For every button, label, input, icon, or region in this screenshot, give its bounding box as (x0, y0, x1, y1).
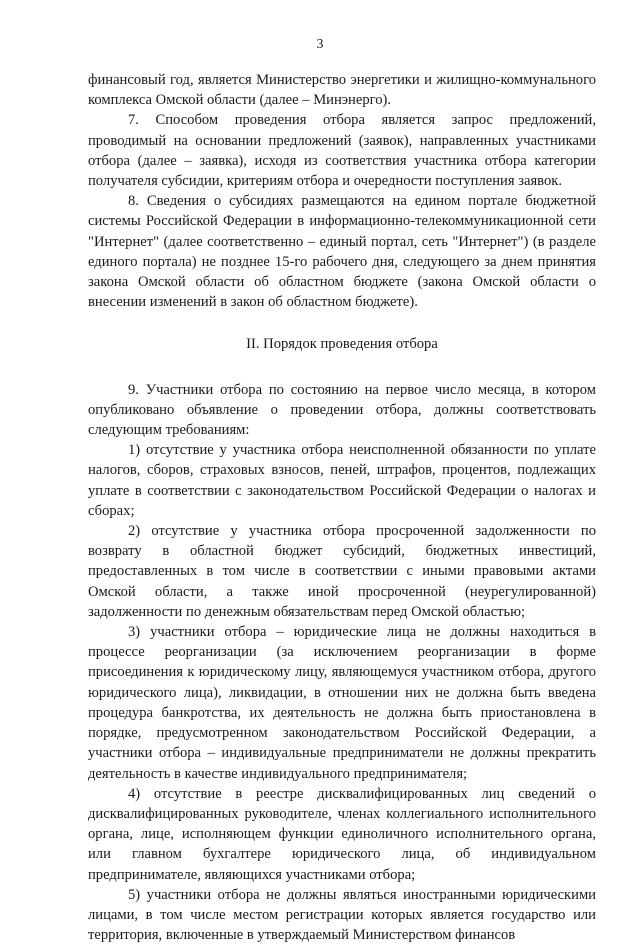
requirement-5: 5) участники отбора не должны являться иностранными юридическими лицами, в том числе местом регистрации которых является государство или территория, включенные в утверждаемый Министерством финансов (88, 886, 596, 944)
section-heading: II. Порядок проведения отбора (246, 336, 438, 353)
paragraph-7: 7. Способом проведения отбора является запрос предложений, проводимый на основании предложений (заявок), направленных участниками отбора (далее – заявка), исходя из соответствия участника отбора категории получателя субсидии, критериям отбора и очередности поступления заявок. (88, 112, 596, 190)
requirement-4: 4) отсутствие в реестре дисквалифицированных лиц сведений о дисквалифицированных руководителе, членах коллегиального исполнительного органа, лице, исполняющем функции единоличного исполнительного органа, или главном бухгалтере юридического лица, об индивидуальном предпринимателе, являющихся участниками отбора; (88, 785, 596, 883)
paragraph-8: 8. Сведения о субсидиях размещаются на едином портале бюджетной системы Российской Федерации в информационно-телекоммуникационной сети "Интернет" (далее соответственно – единый портал, сеть "Интернет") (в разделе единого портала) не позднее 15-го рабочего дня, следующего за днем принятия закона Омской области об областном бюджете (закона Омской области о внесении изменений в закон об областном бюджете). (88, 193, 596, 311)
page-number: 3 (316, 37, 324, 52)
paragraph-9: 9. Участники отбора по состоянию на первое число месяца, в котором опубликовано объявление о проведении отбора, должны соответствовать следующим требованиям: (88, 381, 596, 439)
document-body (88, 70, 596, 945)
requirement-1: 1) отсутствие у участника отбора неисполненной обязанности по уплате налогов, сборов, страховых взносов, пеней, штрафов, процентов, подлежащих уплате в соответствии с законодательством Российской Федерации о налогах и сборах; (88, 442, 596, 519)
requirement-3: 3) участники отбора – юридические лица не должны находиться в процессе реорганизации (за исключением реорганизации в форме присоединения к юридическому лицу, являющемуся участником отбора, другого юридического лица), ликвидации, в отношении них не должна быть введена процедура банкротства, их деятельность не должна быть приостановлена в порядке, предусмотренном законодательством Российской Федерации, а участники отбора – индивидуальные предприниматели не должны прекратить деятельность в качестве индивидуального предпринимателя; (88, 624, 596, 782)
requirement-2: 2) отсутствие у участника отбора просроченной задолженности по возврату в областной бюджет субсидий, бюджетных инвестиций, предоставленных в том числе в соответствии с иными правовыми актами Омской области, а также иной просроченной (неурегулированной) задолженности по денежным обязательствам перед Омской областью; (88, 523, 596, 620)
paragraph-continuation: финансовый год, является Министерство энергетики и жилищно-коммунального комплекса Омской области (далее – Минэнерго). (88, 72, 596, 109)
